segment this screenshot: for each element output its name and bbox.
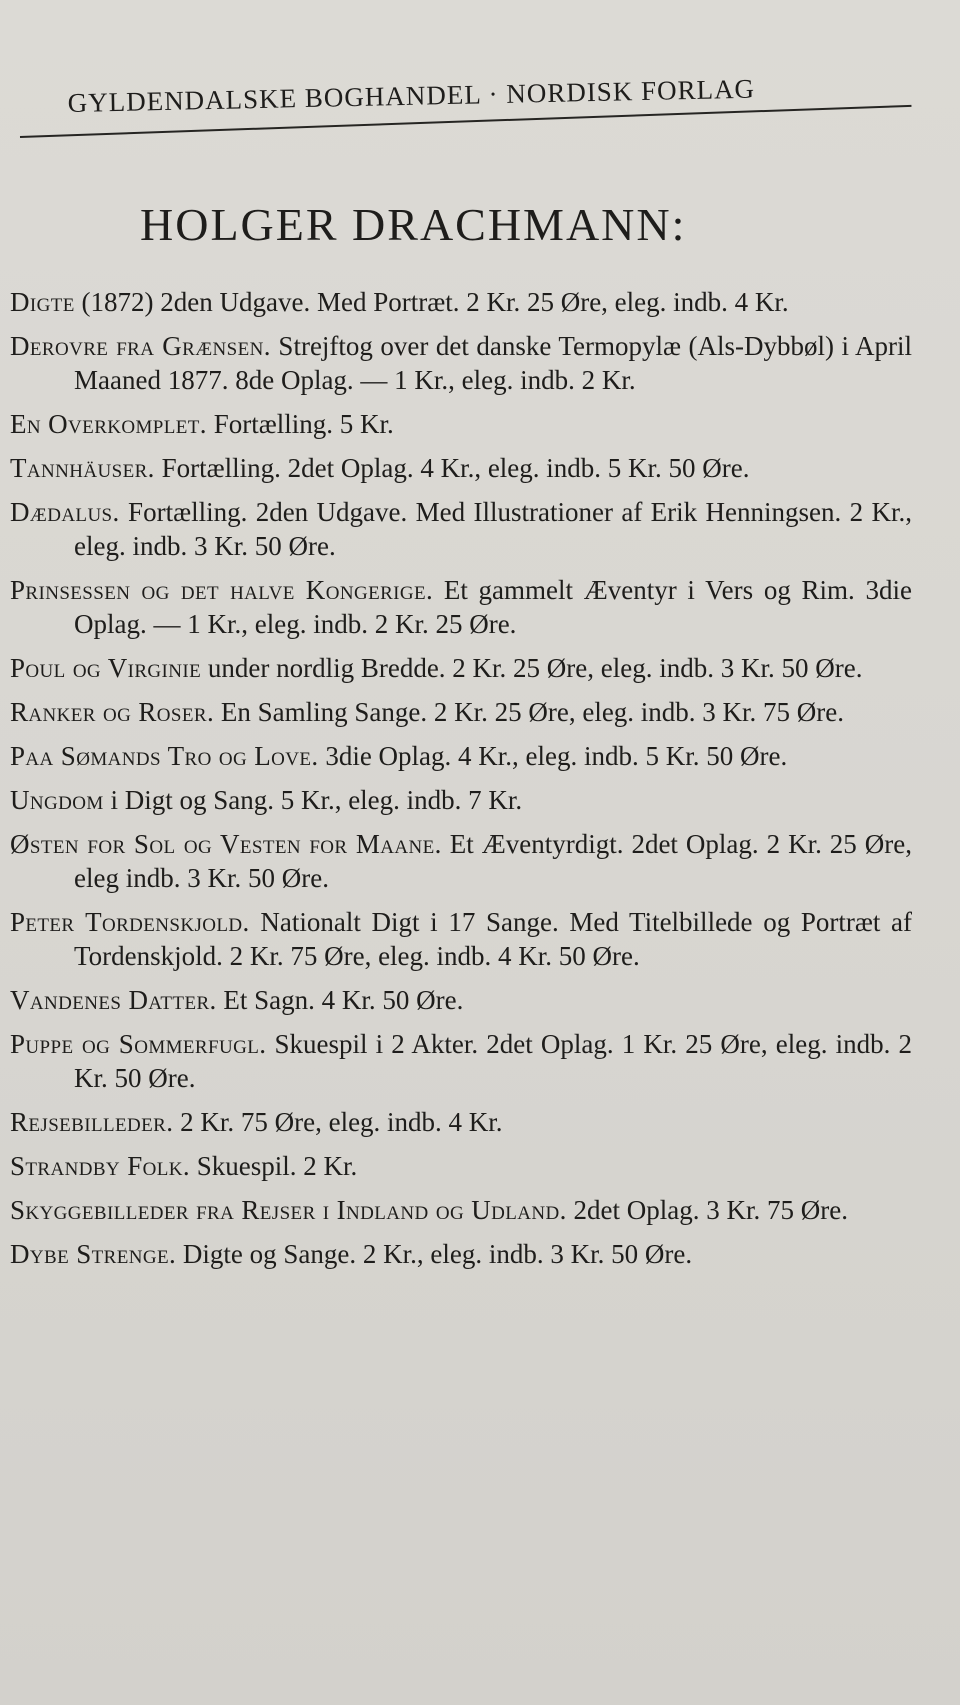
page-title: HOLGER DRACHMANN: bbox=[140, 199, 687, 250]
entry-details: Fortælling. 2den Udgave. Med Illustrationer af Erik Henningsen. 2 Kr., eleg. indb. 3 Kr. 50 Øre. bbox=[74, 497, 912, 561]
entry-title: Prinsessen og det halve Kongerige. bbox=[10, 575, 434, 605]
entry-title: Ungdom bbox=[10, 785, 104, 815]
entry-title: Paa Sømands Tro og Love. bbox=[10, 741, 319, 771]
entry-title: Digte bbox=[10, 287, 75, 317]
list-item bbox=[10, 1193, 912, 1227]
list-item bbox=[10, 1027, 912, 1095]
list-item bbox=[10, 827, 912, 895]
entry-details: Fortælling. 2det Oplag. 4 Kr., eleg. indb. 5 Kr. 50 Øre. bbox=[154, 453, 750, 483]
entry-details: Fortælling. 5 Kr. bbox=[206, 409, 394, 439]
entry-title: Skyggebilleder fra Rejser i Indland og Udland. bbox=[10, 1195, 567, 1225]
publisher-header: GYLDENDALSKE BOGHANDEL · NORDISK FORLAG bbox=[67, 73, 756, 119]
list-item bbox=[10, 329, 912, 397]
entry-title: Puppe og Sommerfugl. bbox=[10, 1029, 267, 1059]
entry-title: Dædalus. bbox=[10, 497, 120, 527]
list-item bbox=[10, 1237, 912, 1271]
entry-title: Poul og Virginie bbox=[10, 653, 202, 683]
list-item bbox=[10, 285, 912, 319]
entry-title: Østen for Sol og Vesten for Maane. bbox=[10, 829, 442, 859]
list-item bbox=[10, 495, 912, 563]
entry-details: (1872) 2den Udgave. Med Portræt. 2 Kr. 25 Øre, eleg. indb. 4 Kr. bbox=[74, 287, 789, 317]
list-item bbox=[10, 573, 912, 641]
entry-title: Tannhäuser. bbox=[10, 453, 155, 483]
bibliography-list bbox=[10, 285, 912, 1281]
entry-details: under nordlig Bredde. 2 Kr. 25 Øre, eleg. indb. 3 Kr. 50 Øre. bbox=[201, 653, 863, 683]
list-item bbox=[10, 695, 912, 729]
entry-details: Digte og Sange. 2 Kr., eleg. indb. 3 Kr. 50 Øre. bbox=[176, 1239, 693, 1269]
list-item bbox=[10, 1149, 912, 1183]
list-item bbox=[10, 451, 912, 485]
list-item bbox=[10, 905, 912, 973]
entry-title: Vandenes Datter. bbox=[10, 985, 217, 1015]
entry-details: Strejftog over det danske Termopylæ (Als-Dybbøl) i April Maaned 1877. 8de Oplag. — 1 Kr., eleg. indb. 2 Kr. bbox=[74, 331, 913, 395]
entry-title: Derovre fra Grænsen. bbox=[10, 331, 271, 361]
list-item bbox=[10, 983, 912, 1017]
entry-details: 2det Oplag. 3 Kr. 75 Øre. bbox=[566, 1195, 848, 1225]
entry-title: Strandby Folk. bbox=[10, 1151, 191, 1181]
entry-title: Peter Tordenskjold. bbox=[10, 907, 250, 937]
entry-details: Et Æventyrdigt. 2det Oplag. 2 Kr. 25 Øre, eleg indb. 3 Kr. 50 Øre. bbox=[74, 829, 912, 893]
entry-details: En Samling Sange. 2 Kr. 25 Øre, eleg. indb. 3 Kr. 75 Øre. bbox=[214, 697, 845, 727]
entry-title: Ranker og Roser. bbox=[10, 697, 215, 727]
list-item bbox=[10, 739, 912, 773]
list-item bbox=[10, 783, 912, 817]
entry-details: Et gammelt Æventyr i Vers og Rim. 3die Oplag. — 1 Kr., eleg. indb. 2 Kr. 25 Øre. bbox=[74, 575, 913, 639]
entry-title: Dybe Strenge. bbox=[10, 1239, 177, 1269]
entry-details: 3die Oplag. 4 Kr., eleg. indb. 5 Kr. 50 Øre. bbox=[318, 741, 788, 771]
entry-details: Et Sagn. 4 Kr. 50 Øre. bbox=[216, 985, 464, 1015]
list-item bbox=[10, 407, 912, 441]
entry-title: Rejsebilleder. bbox=[10, 1107, 174, 1137]
list-item bbox=[10, 651, 912, 685]
entry-details: i Digt og Sang. 5 Kr., eleg. indb. 7 Kr. bbox=[103, 785, 523, 815]
list-item bbox=[10, 1105, 912, 1139]
entry-details: Nationalt Digt i 17 Sange. Med Titelbillede og Portræt af Tordenskjold. 2 Kr. 75 Øre, eleg. indb. 4 Kr. 50 Øre. bbox=[74, 907, 912, 971]
entry-details: 2 Kr. 75 Øre, eleg. indb. 4 Kr. bbox=[173, 1107, 503, 1137]
entry-details: Skuespil. 2 Kr. bbox=[190, 1151, 358, 1181]
entry-title: En Overkomplet. bbox=[10, 409, 207, 439]
entry-details: Skuespil i 2 Akter. 2det Oplag. 1 Kr. 25 Øre, eleg. indb. 2 Kr. 50 Øre. bbox=[74, 1029, 913, 1093]
